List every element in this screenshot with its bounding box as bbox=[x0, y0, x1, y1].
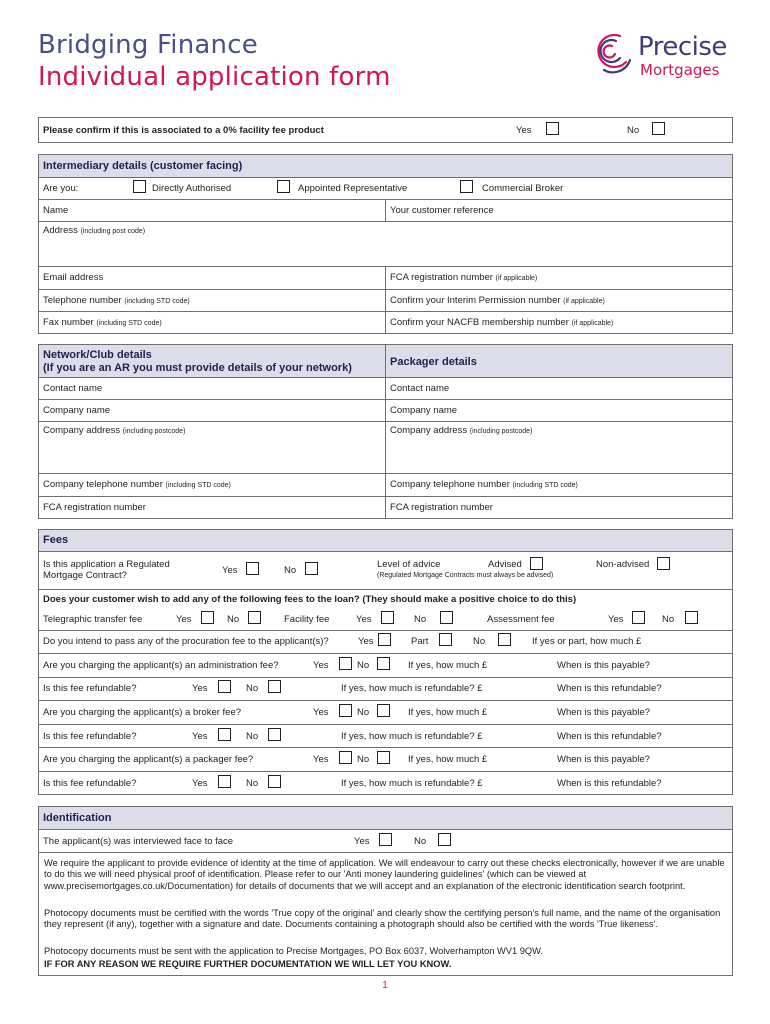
non-advised-checkbox[interactable] bbox=[657, 557, 670, 570]
level-of-advice-label: Level of advice bbox=[377, 559, 441, 570]
admin-how-much-field[interactable]: If yes, how much £ bbox=[408, 660, 488, 671]
customer-reference-field[interactable]: Your customer reference bbox=[390, 205, 494, 216]
broker-when-payable-field[interactable]: When is this payable? bbox=[557, 707, 650, 718]
tt-yes-checkbox[interactable] bbox=[201, 611, 214, 624]
regulated-yes-checkbox[interactable] bbox=[246, 562, 259, 575]
precise-logo bbox=[590, 30, 740, 82]
telephone-field[interactable] bbox=[43, 295, 190, 306]
commercial-broker-checkbox[interactable] bbox=[460, 180, 473, 193]
telephone-label: Telephone number bbox=[43, 295, 122, 306]
admin-when-payable-field[interactable]: When is this payable? bbox=[557, 660, 650, 671]
fax-label: Fax number bbox=[43, 317, 94, 328]
fees-header bbox=[39, 530, 732, 551]
admin-refund-yes-checkbox[interactable] bbox=[218, 680, 231, 693]
broker-refund-yes-checkbox[interactable] bbox=[218, 728, 231, 741]
broker-when-refundable-field[interactable]: When is this refundable? bbox=[557, 731, 662, 742]
admin-refund-yes-label: Yes bbox=[192, 683, 208, 694]
packager-company-field[interactable]: Company name bbox=[390, 405, 458, 416]
nacfb-field[interactable] bbox=[390, 317, 613, 328]
proc-how-much-field[interactable]: If yes or part, how much £ bbox=[532, 636, 642, 647]
network-fca-field[interactable]: FCA registration number bbox=[43, 502, 146, 513]
network-heading: Network/Club details bbox=[43, 349, 152, 361]
proc-part-checkbox[interactable] bbox=[439, 633, 452, 646]
packager-refund-yes-checkbox[interactable] bbox=[218, 775, 231, 788]
packager-no-label: No bbox=[357, 754, 370, 765]
admin-yes-label: Yes bbox=[313, 660, 329, 671]
packager-address-note: (including postcode) bbox=[469, 428, 533, 435]
admin-refund-no-checkbox[interactable] bbox=[268, 680, 281, 693]
fax-field[interactable] bbox=[43, 317, 162, 328]
tt-no-label: No bbox=[227, 614, 240, 625]
are-you-label: Are you: bbox=[43, 183, 79, 194]
network-address-note: (including postcode) bbox=[122, 428, 186, 435]
regulated-no-checkbox[interactable] bbox=[305, 562, 318, 575]
proc-no-checkbox[interactable] bbox=[498, 633, 511, 646]
network-contact-field[interactable]: Contact name bbox=[43, 383, 103, 394]
name-field[interactable]: Name bbox=[43, 205, 69, 216]
broker-refund-yes-label: Yes bbox=[192, 731, 208, 742]
logo-mark-icon bbox=[590, 30, 636, 78]
packager-yes-checkbox[interactable] bbox=[339, 751, 352, 764]
packager-refund-yes-label: Yes bbox=[192, 778, 208, 789]
confirm-no-label: No bbox=[627, 125, 640, 136]
interim-note: (if applicable) bbox=[563, 298, 605, 305]
nacfb-label: Confirm your NACFB membership number bbox=[390, 317, 569, 328]
logo-name: Precise bbox=[638, 32, 727, 62]
packager-fca-field[interactable]: FCA registration number bbox=[390, 502, 493, 513]
packager-refundable-question: Is this fee refundable? bbox=[43, 778, 137, 789]
commercial-broker-label: Commercial Broker bbox=[482, 183, 564, 194]
admin-when-refundable-field[interactable]: When is this refundable? bbox=[557, 683, 662, 694]
procuration-question: Do you intend to pass any of the procuration fee to the applicant(s)? bbox=[43, 636, 329, 647]
broker-refund-amount-field[interactable]: If yes, how much is refundable? £ bbox=[341, 731, 483, 742]
id-paragraph-3: Photocopy documents must be sent with the application to Precise Mortgages, PO Box 6037, Wolverhampton WV1 9QW. bbox=[44, 946, 544, 956]
packager-when-payable-field[interactable]: When is this payable? bbox=[557, 754, 650, 765]
assessment-fee-label: Assessment fee bbox=[487, 614, 555, 625]
id-paragraph-4: IF FOR ANY REASON WE REQUIRE FURTHER DOCUMENTATION WE WILL LET YOU KNOW. bbox=[44, 959, 452, 969]
facility-fee-question: Please confirm if this is associated to a 0% facility fee product bbox=[43, 125, 324, 136]
broker-no-label: No bbox=[357, 707, 370, 718]
admin-no-label: No bbox=[357, 660, 370, 671]
confirm-yes-label: Yes bbox=[516, 125, 532, 136]
broker-no-checkbox[interactable] bbox=[377, 704, 390, 717]
network-address-field[interactable] bbox=[43, 425, 185, 436]
regulated-yes-label: Yes bbox=[222, 565, 238, 576]
confirm-no-checkbox[interactable] bbox=[652, 122, 665, 135]
broker-fee-question: Are you charging the applicant(s) a broker fee? bbox=[43, 707, 242, 718]
broker-yes-label: Yes bbox=[313, 707, 329, 718]
logo-sub: Mortgages bbox=[640, 61, 720, 79]
address-note: (including post code) bbox=[80, 228, 146, 235]
form-subtitle: Individual application form bbox=[38, 62, 391, 92]
fees-heading: Fees bbox=[43, 534, 69, 546]
appointed-rep-label: Appointed Representative bbox=[298, 183, 408, 194]
non-advised-label: Non-advised bbox=[596, 559, 650, 570]
identification-heading: Identification bbox=[43, 812, 112, 824]
add-fees-question: Does your customer wish to add any of the following fees to the loan? (They should make a positive choice to do this) bbox=[43, 594, 577, 605]
address-label: Address bbox=[43, 225, 78, 236]
assessment-no-label: No bbox=[662, 614, 675, 625]
network-address-label: Company address bbox=[43, 425, 121, 436]
facility-yes-label: Yes bbox=[356, 614, 372, 625]
packager-phone-field[interactable] bbox=[390, 479, 578, 490]
identification-header bbox=[39, 807, 732, 829]
packager-address-label: Company address bbox=[390, 425, 468, 436]
regulated-question-1: Is this application a Regulated bbox=[43, 559, 170, 570]
admin-refundable-question: Is this fee refundable? bbox=[43, 683, 137, 694]
packager-how-much-field[interactable]: If yes, how much £ bbox=[408, 754, 488, 765]
facility-yes-checkbox[interactable] bbox=[381, 611, 394, 624]
network-subheading: (If you are an AR you must provide details of your network) bbox=[43, 362, 352, 374]
fca-label: FCA registration number bbox=[390, 272, 493, 283]
proc-part-label: Part bbox=[411, 636, 429, 647]
regulated-no-label: No bbox=[284, 565, 297, 576]
proc-no-label: No bbox=[473, 636, 486, 647]
broker-yes-checkbox[interactable] bbox=[339, 704, 352, 717]
tt-yes-label: Yes bbox=[176, 614, 192, 625]
interviewed-no-label: No bbox=[414, 836, 427, 847]
fca-note: (if applicable) bbox=[495, 275, 538, 282]
fax-note: (including STD code) bbox=[96, 320, 162, 327]
appointed-rep-checkbox[interactable] bbox=[277, 180, 290, 193]
confirm-yes-checkbox[interactable] bbox=[546, 122, 559, 135]
directly-authorised-label: Directly Authorised bbox=[152, 183, 232, 194]
packager-no-checkbox[interactable] bbox=[377, 751, 390, 764]
email-field[interactable]: Email address bbox=[43, 272, 104, 283]
assessment-yes-label: Yes bbox=[608, 614, 624, 625]
tt-no-checkbox[interactable] bbox=[248, 611, 261, 624]
packager-when-refundable-field[interactable]: When is this refundable? bbox=[557, 778, 662, 789]
advised-checkbox[interactable] bbox=[530, 557, 543, 570]
address-field[interactable] bbox=[43, 225, 145, 236]
interim-label: Confirm your Interim Permission number bbox=[390, 295, 561, 306]
broker-refund-no-checkbox[interactable] bbox=[268, 728, 281, 741]
packager-phone-label: Company telephone number bbox=[390, 479, 510, 490]
packager-contact-field[interactable]: Contact name bbox=[390, 383, 450, 394]
network-phone-field[interactable] bbox=[43, 479, 231, 490]
facility-fee-label: Facility fee bbox=[284, 614, 330, 625]
id-paragraph-1: We require the applicant to provide evidence of identity at the time of application. We will endeavour to carry out these checks electronically, however if we are unable to do this we will need physical proof of identification. Please refer to our 'Anti money laundering guidelines' (which can be viewed at www.precisemortgages.co.uk/Documentation) for details of documents that we will accept and an explanation of the electronic identification search footprint. bbox=[44, 858, 725, 891]
packager-fee-question: Are you charging the applicant(s) a packager fee? bbox=[43, 754, 254, 765]
admin-fee-question: Are you charging the applicant(s) an administration fee? bbox=[43, 660, 279, 671]
interviewed-yes-checkbox[interactable] bbox=[379, 833, 392, 846]
advised-label: Advised bbox=[488, 559, 522, 570]
intermediary-heading: Intermediary details (customer facing) bbox=[43, 160, 243, 172]
admin-no-checkbox[interactable] bbox=[377, 657, 390, 670]
form-title: Bridging Finance bbox=[38, 30, 258, 60]
packager-heading: Packager details bbox=[390, 356, 477, 368]
interviewed-question: The applicant(s) was interviewed face to face bbox=[43, 836, 234, 847]
network-phone-label: Company telephone number bbox=[43, 479, 163, 490]
admin-refund-amount-field[interactable]: If yes, how much is refundable? £ bbox=[341, 683, 483, 694]
level-advice-note: (Regulated Mortgage Contracts must always be advised) bbox=[377, 572, 554, 579]
admin-yes-checkbox[interactable] bbox=[339, 657, 352, 670]
fca-number-field[interactable] bbox=[390, 272, 537, 283]
interim-permission-field[interactable] bbox=[390, 295, 605, 306]
broker-refund-no-label: No bbox=[246, 731, 259, 742]
proc-yes-label: Yes bbox=[358, 636, 374, 647]
tt-fee-label: Telegraphic transfer fee bbox=[43, 614, 143, 625]
broker-how-much-field[interactable]: If yes, how much £ bbox=[408, 707, 488, 718]
broker-refundable-question: Is this fee refundable? bbox=[43, 731, 137, 742]
proc-yes-checkbox[interactable] bbox=[378, 633, 391, 646]
admin-refund-no-label: No bbox=[246, 683, 259, 694]
packager-phone-note: (including STD code) bbox=[512, 482, 578, 489]
assessment-yes-checkbox[interactable] bbox=[632, 611, 645, 624]
directly-authorised-checkbox[interactable] bbox=[133, 180, 146, 193]
regulated-question-2: Mortgage Contract? bbox=[43, 570, 127, 581]
packager-refund-amount-field[interactable]: If yes, how much is refundable? £ bbox=[341, 778, 483, 789]
id-paragraph-2: Photocopy documents must be certified with the words 'True copy of the original' and clearly show the certifying person's full name, and the name of the organisation they represent (if any), together with a signature and date. Documents containing a photograph should also be certified with the words 'True likeness'. bbox=[44, 908, 721, 930]
packager-refund-no-checkbox[interactable] bbox=[268, 775, 281, 788]
packager-address-field[interactable] bbox=[390, 425, 532, 436]
nacfb-note: (if applicable) bbox=[571, 320, 614, 327]
network-company-field[interactable]: Company name bbox=[43, 405, 111, 416]
telephone-note: (including STD code) bbox=[124, 298, 190, 305]
packager-yes-label: Yes bbox=[313, 754, 329, 765]
page-number: 1 bbox=[382, 980, 388, 991]
packager-refund-no-label: No bbox=[246, 778, 259, 789]
interviewed-yes-label: Yes bbox=[354, 836, 370, 847]
network-phone-note: (including STD code) bbox=[165, 482, 231, 489]
facility-no-label: No bbox=[414, 614, 427, 625]
interviewed-no-checkbox[interactable] bbox=[438, 833, 451, 846]
assessment-no-checkbox[interactable] bbox=[685, 611, 698, 624]
facility-no-checkbox[interactable] bbox=[440, 611, 453, 624]
